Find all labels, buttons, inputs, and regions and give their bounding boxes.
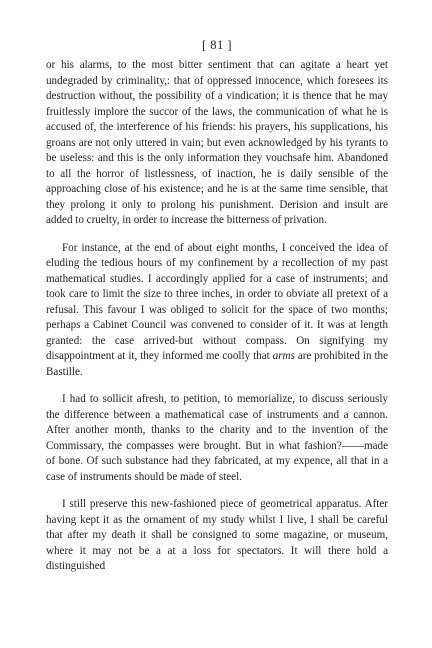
paragraph xyxy=(46,392,388,485)
book-page xyxy=(46,0,388,648)
paragraph xyxy=(46,58,388,229)
text-run: For instance, at the end of about eight months, I conceived the idea of eluding the tedious hours of my confinement by a recollection of my past mathematical studies. I accordingly applied for a case of instruments; and took care to limit the size to three inches, in order to obviate all pretext of a refusal. This favour I was obliged to solicit for the space of two months; perhaps a Cabinet Council was convened to consider of it. It was at length granted: the case arrived-but without compass. On signifying my disappointment at it, they informed me coolly that xyxy=(46,241,388,362)
paragraph xyxy=(46,497,388,575)
body-text xyxy=(46,58,388,587)
paragraph xyxy=(46,241,388,381)
text-run: are prohibited in the Bastille. xyxy=(46,350,388,378)
italic-text-run: arms xyxy=(272,350,295,362)
text-run: I had to sollicit afresh, to petition, to memorialize, to discuss seriously the difference between a mathematical case of instruments and a cannon. After another month, thanks to the charity and to the invention of the Commissary, the compasses were brought. But in what fashion?——made of bone. Of such substance had they fabricated, at my expence, all that in a case of instruments should be made of steel. xyxy=(46,393,388,483)
text-run: I still preserve this new-fashioned piece of geometrical apparatus. After having kept it as the ornament of my study whilst I live, I shall be careful that after my death it shall be consigned to some magazine, or museum, where it may not be a at a loss for spectators. It will there hold a distinguished xyxy=(46,498,388,572)
text-run: or his alarms, to the most bitter sentiment that can agitate a heart yet undegraded by criminality,: that of oppressed innocence, which foresees its destruction without, the possibility of a vindication; it is thence that he may fruitlessly implore the succor of the laws, the communication of what he is accused of, the interference of his friends: his prayers, his supplications, his groans are not only uttered in vain; but even acknowledged by his tyrants to be useless: and this is the only information they vouchsafe him. Abandoned to all the horror of listlessness, of inaction, he is daily sensible of the approaching close of his existence; and he is at the same time sensible, that they prolong it only to prolong his punishment. Derision and insult are added to cruelty, in order to increase the bitterness of privation. xyxy=(46,59,388,226)
page-number: [ 81 ] xyxy=(201,38,233,52)
